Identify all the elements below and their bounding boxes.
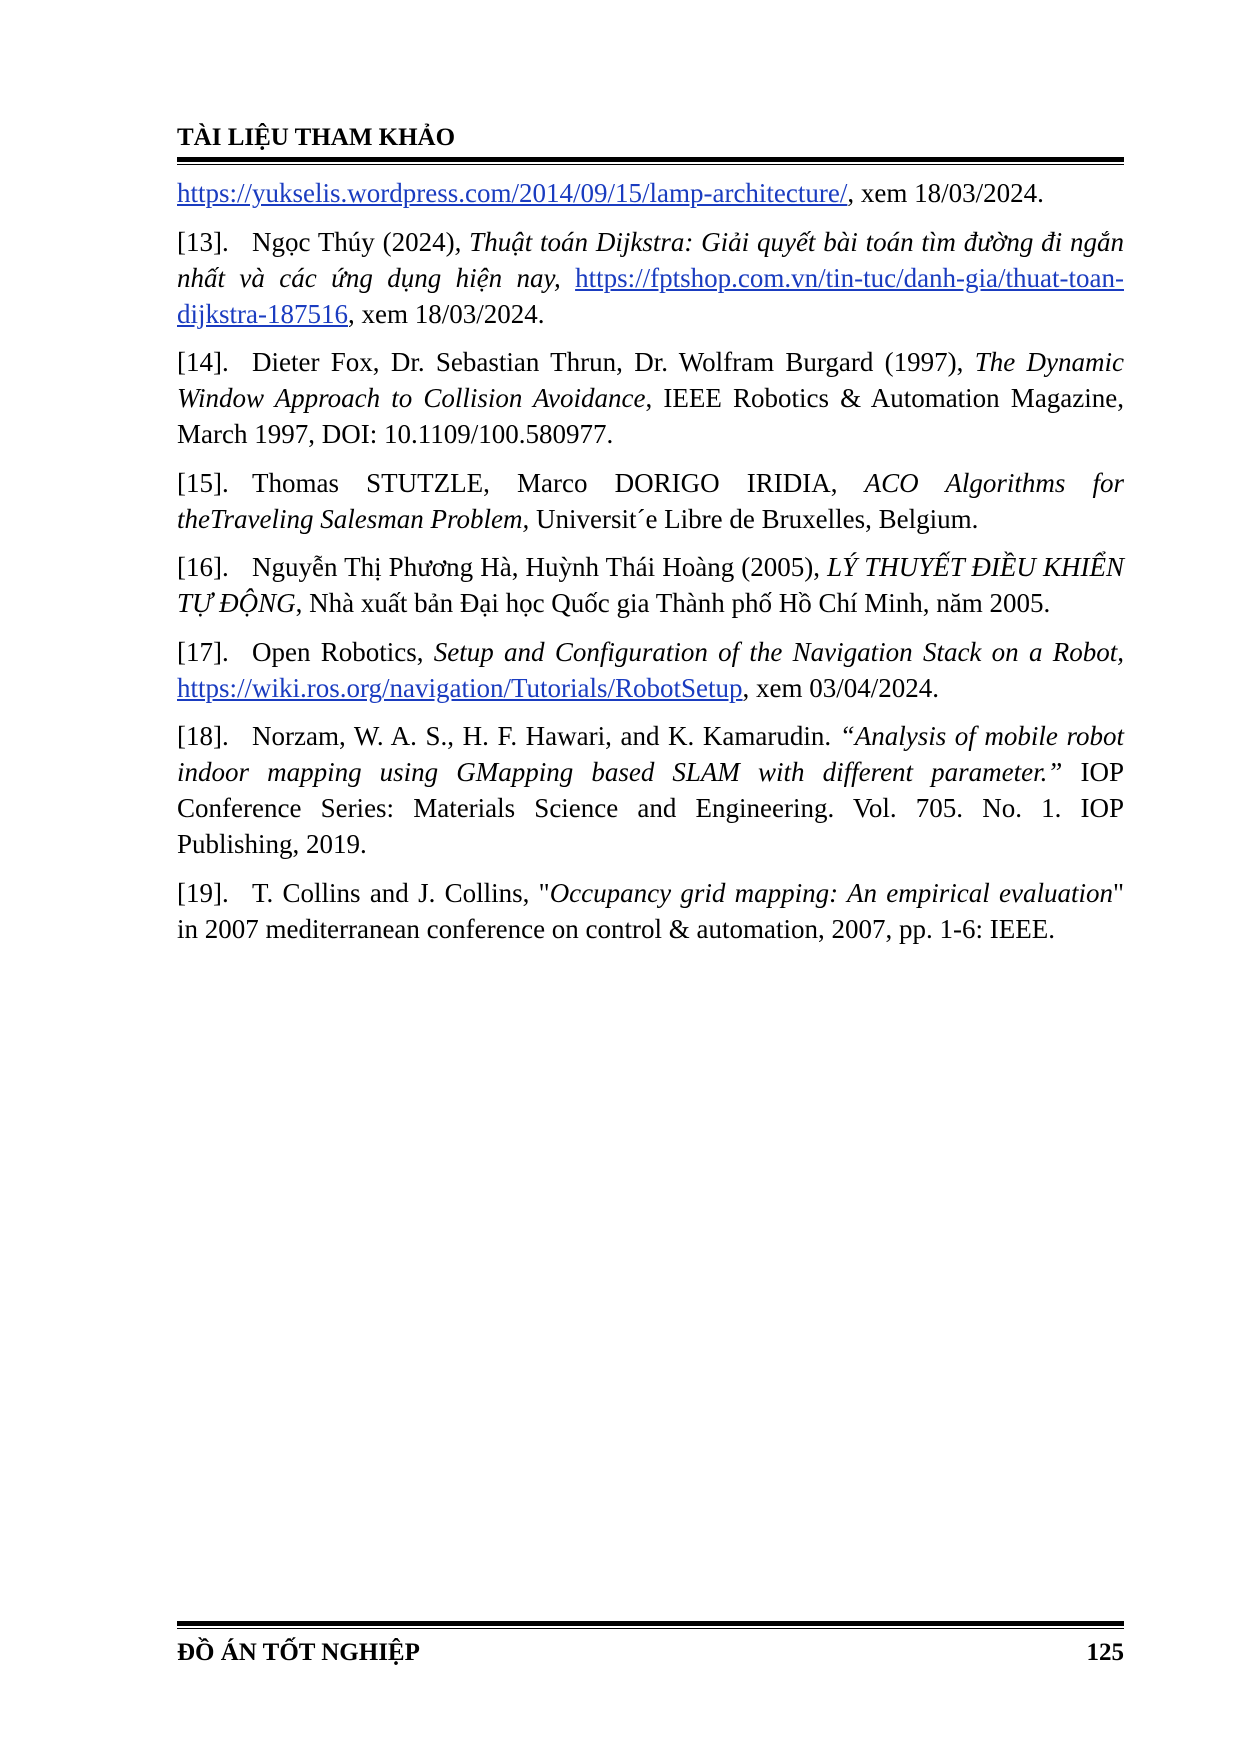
reference-details: , xem 03/04/2024. xyxy=(742,672,940,703)
reference-15 xyxy=(177,465,1124,537)
reference-number: [15]. xyxy=(177,467,229,498)
reference-19 xyxy=(177,875,1124,947)
reference-number: [17]. xyxy=(177,636,229,667)
reference-12-tail: , xem 18/03/2024. xyxy=(847,178,1044,208)
reference-title: ACO Algorithms for theTraveling Salesman Problem, xyxy=(177,467,1125,534)
reference-details: " in 2007 mediterranean conference on control & automation, 2007, pp. 1-6: IEEE. xyxy=(177,877,1124,944)
reference-authors: Thomas STUTZLE, Marco DORIGO IRIDIA, xyxy=(252,467,865,498)
reference-12-link[interactable]: https://yukselis.wordpress.com/2014/09/15/lamp-architecture/ xyxy=(177,178,848,208)
reference-title: Setup and Configuration of the Navigation Stack on a Robot, xyxy=(433,636,1124,667)
reference-number: [14]. xyxy=(177,347,229,377)
reference-18 xyxy=(177,718,1124,862)
reference-17 xyxy=(177,634,1124,706)
page-footer-title: ĐỒ ÁN TỐT NGHIỆP xyxy=(177,1639,420,1666)
reference-authors: T. Collins and J. Collins, " xyxy=(252,877,550,908)
reference-13 xyxy=(177,224,1124,332)
reference-link[interactable]: https://wiki.ros.org/navigation/Tutorials/RobotSetup xyxy=(177,672,743,703)
reference-details: Universit´e Libre de Bruxelles, Belgium. xyxy=(529,503,979,534)
reference-number: [19]. xyxy=(177,877,229,908)
reference-continuation xyxy=(177,175,1124,211)
reference-details: IOP Conference Series: Materials Science and Engineering. Vol. 705. No. 1. IOP Publishing, 2019. xyxy=(177,757,1124,859)
reference-number: [13]. xyxy=(177,226,229,257)
reference-details: , IEEE Robotics & Automation Magazine, March 1997, DOI: 10.1109/100.580977. xyxy=(177,383,1124,449)
footer-rule xyxy=(177,1621,1124,1629)
reference-title: “Analysis of mobile robot indoor mapping using GMapping based SLAM with different parameter.” xyxy=(177,721,1124,787)
page-number: 125 xyxy=(1086,1639,1124,1666)
reference-title: The Dynamic Window Approach to Collision Avoidance xyxy=(177,347,1124,413)
reference-list xyxy=(177,175,1124,947)
page-header-title: TÀI LIỆU THAM KHẢO xyxy=(177,124,456,151)
reference-details: , xem 18/03/2024. xyxy=(347,298,545,329)
header-rule xyxy=(177,157,1124,165)
reference-authors: Dieter Fox, Dr. Sebastian Thrun, Dr. Wolfram Burgard (1997), xyxy=(252,347,975,377)
reference-authors: Open Robotics, xyxy=(252,636,434,667)
reference-authors: Ngọc Thúy (2024) xyxy=(252,226,455,257)
reference-number: [16]. xyxy=(177,552,229,582)
reference-14 xyxy=(177,344,1124,452)
reference-title: LÝ THUYẾT ĐIỀU KHIỂN TỰ ĐỘNG xyxy=(177,552,1124,618)
reference-details: , Nhà xuất bản Đại học Quốc gia Thành phố Hồ Chí Minh, năm 2005. xyxy=(295,588,1051,618)
reference-number: [18]. xyxy=(177,721,229,751)
reference-authors: Nguyễn Thị Phương Hà, Huỳnh Thái Hoàng (2005), xyxy=(252,552,828,582)
reference-authors: Norzam, W. A. S., H. F. Hawari, and K. Kamarudin. xyxy=(252,721,840,751)
reference-16 xyxy=(177,549,1124,621)
reference-link[interactable]: https://fptshop.com.vn/tin-tuc/danh-gia/thuat-toan-dijkstra-187516 xyxy=(177,262,1124,329)
reference-title: , Thuật toán Dijkstra: Giải quyết bài toán tìm đường đi ngắn nhất và các ứng dụng hiện nay, xyxy=(177,226,1124,293)
reference-title: Occupancy grid mapping: An empirical evaluation xyxy=(549,877,1113,908)
